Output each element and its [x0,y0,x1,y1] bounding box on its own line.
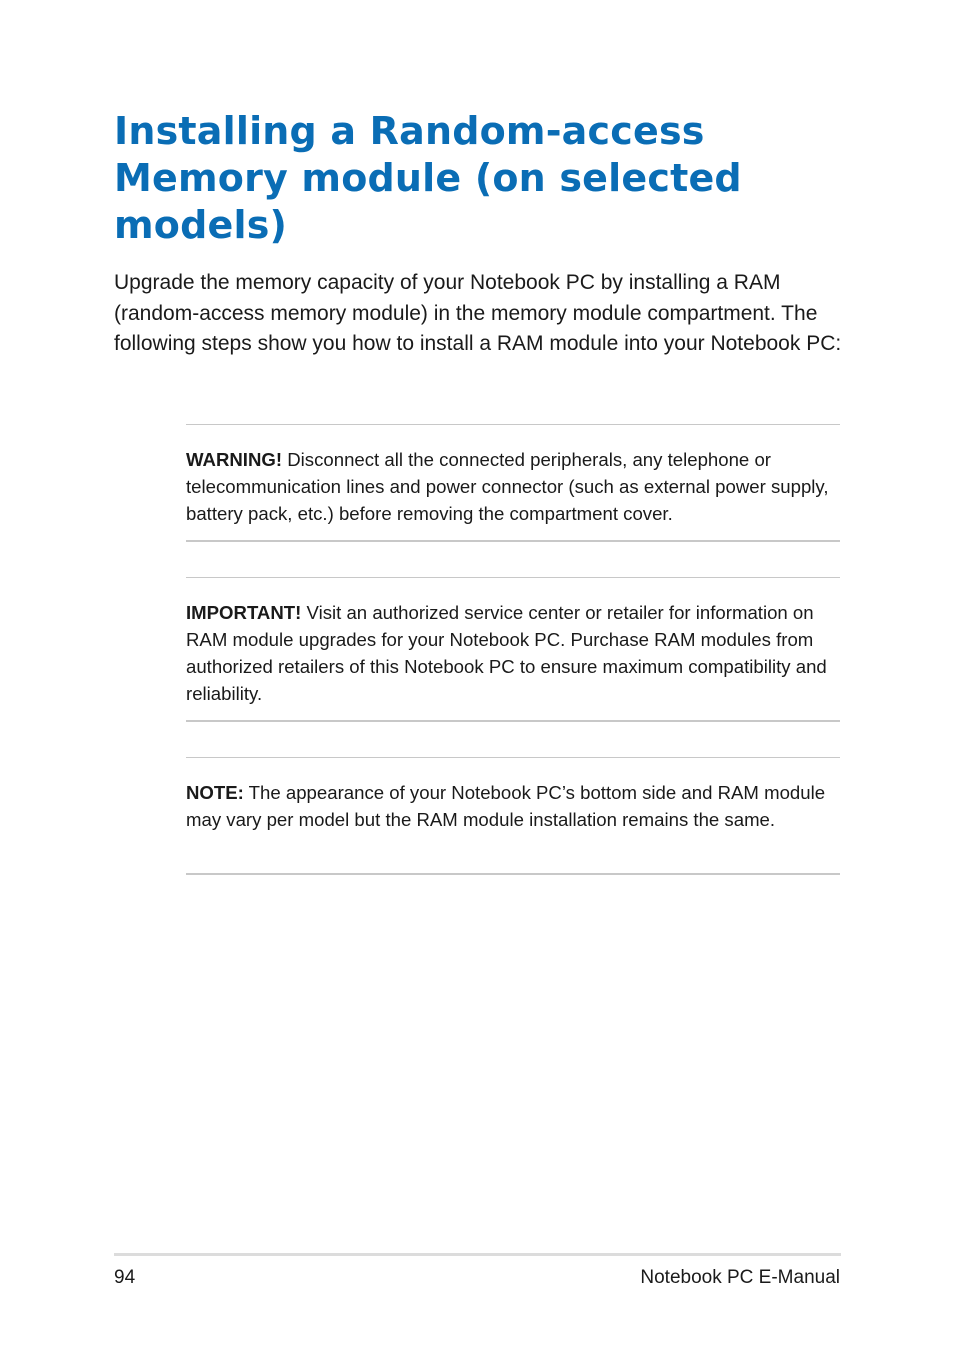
important-notice [186,577,840,722]
warning-text [186,446,840,527]
warning-label: WARNING! [186,449,283,470]
important-label: IMPORTANT! [186,602,302,623]
important-body: Visit an authorized service center or retailer for information on RAM module upgrades for your Notebook PC. Purchase RAM modules from authorized retailers of this Notebook PC to ensure maximum compatibility and reliability. [186,602,827,704]
manual-title: Notebook PC E-Manual [640,1267,840,1288]
footer-divider [114,1253,841,1256]
warning-body: Disconnect all the connected peripherals, any telephone or telecommunication lines and power connector (such as external power supply, battery pack, etc.) before removing the compartment cover. [186,449,829,524]
note-text [186,779,840,833]
note-notice [186,757,840,875]
page-number: 94 [114,1267,136,1288]
note-body: The appearance of your Notebook PC’s bottom side and RAM module may vary per model but the RAM module installation remains the same. [186,782,826,830]
warning-notice [186,424,840,542]
page-title: Installing a Random-access Memory module (on selected models) [114,109,742,247]
intro-paragraph: Upgrade the memory capacity of your Notebook PC by installing a RAM (random-access memory module) in the memory module compartment. The following steps show you how to install a RAM module into your Notebook PC: [114,271,842,356]
note-label: NOTE: [186,782,244,803]
important-text [186,599,840,707]
